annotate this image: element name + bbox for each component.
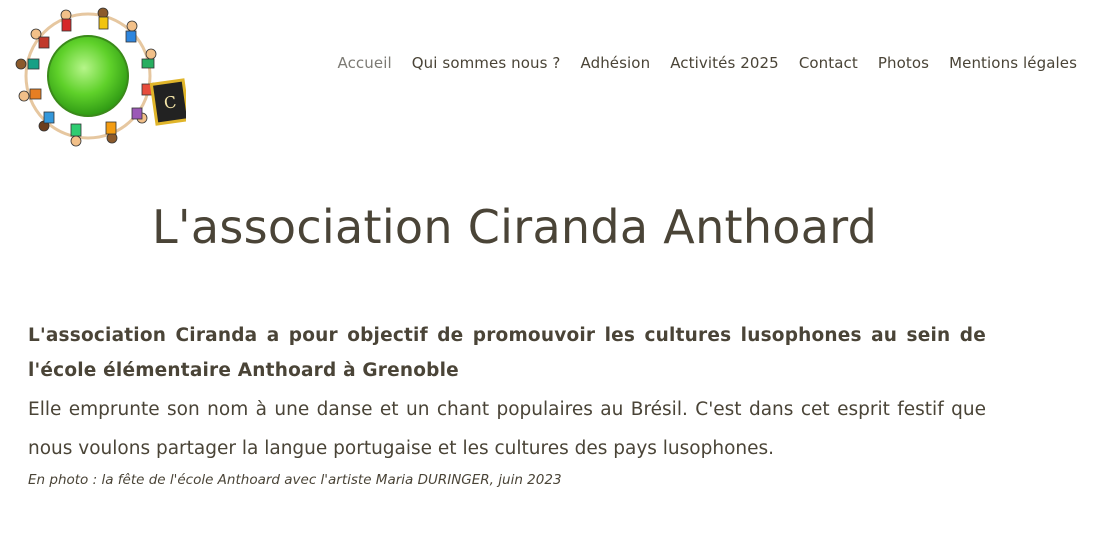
main-content (28, 318, 986, 488)
logo-graphic (8, 4, 186, 154)
intro-body: Elle emprunte son nom à une danse et un chant populaires au Brésil. C'est dans cet esprit festif que nous voulons partager la langue portugaise et les cultures des pays lusophones. (28, 399, 986, 459)
main-nav (327, 52, 1087, 74)
svg-text:C: C (162, 92, 178, 113)
nav-item-photos[interactable]: Photos (877, 54, 930, 72)
intro-lead: L'association Ciranda a pour objectif de promouvoir les cultures lusophones au sein de l'école élémentaire Anthoard à Grenoble (28, 325, 986, 381)
nav-item-adhesion[interactable]: Adhésion (580, 54, 651, 72)
nav-item-accueil[interactable]: Accueil (337, 54, 392, 72)
nav-item-contact[interactable]: Contact (798, 54, 858, 72)
photo-caption: En photo : la fête de l'école Anthoard avec l'artiste Maria DURINGER, juin 2023 (28, 472, 562, 488)
nav-item-mentions-legales[interactable]: Mentions légales (949, 54, 1077, 72)
site-logo[interactable] (8, 4, 186, 154)
nav-item-qui-sommes-nous[interactable]: Qui sommes nous ? (411, 54, 561, 72)
page-title: L'association Ciranda Anthoard (152, 200, 878, 254)
nav-item-activites-2025[interactable]: Activités 2025 (670, 54, 779, 72)
